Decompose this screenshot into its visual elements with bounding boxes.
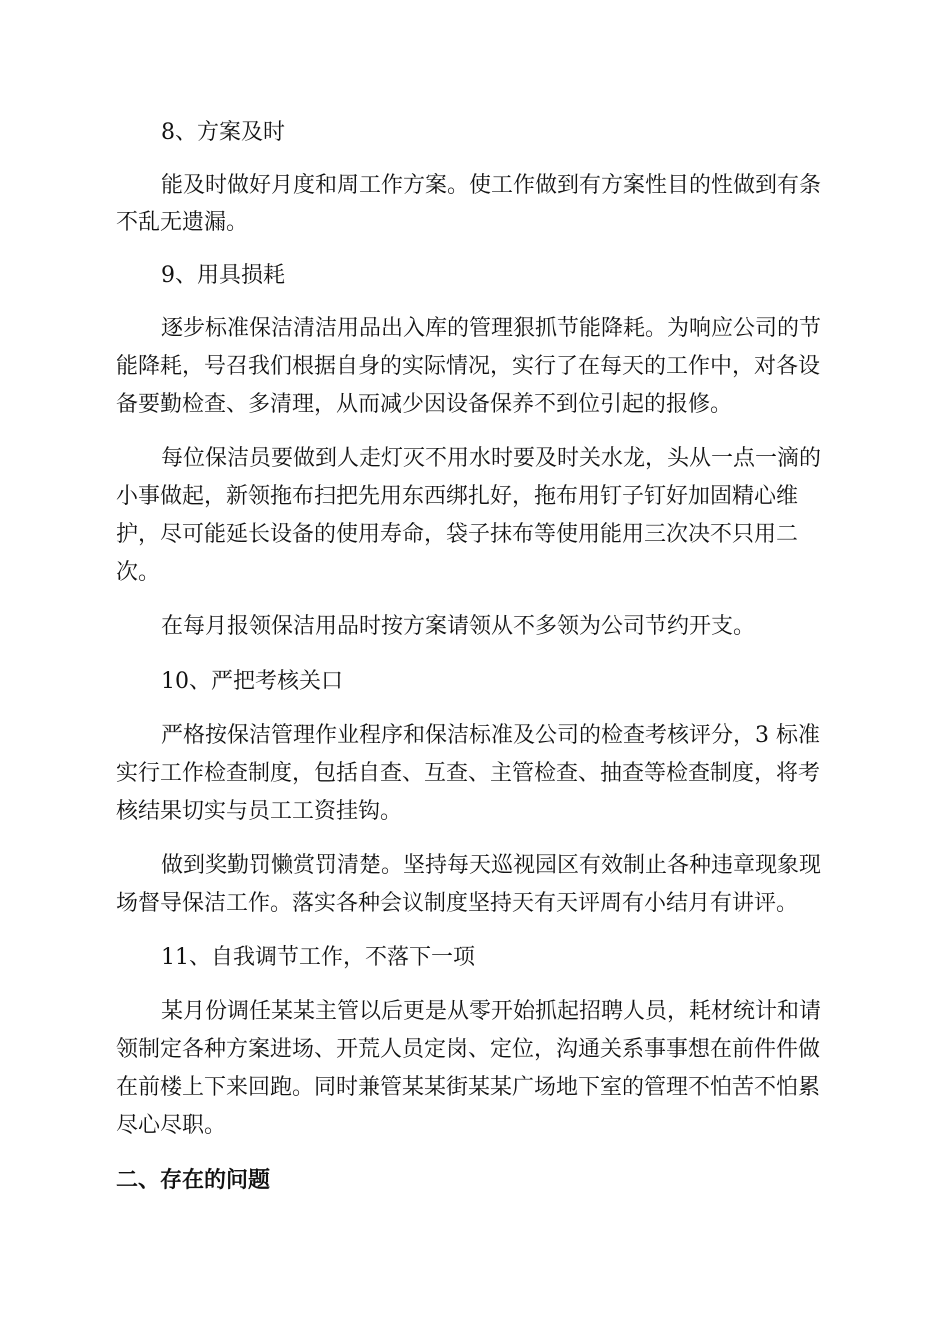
paragraph-line: 核结果切实与员工工资挂钩。 [116,799,403,824]
paragraph-line: 每位保洁员要做到人走灯灭不用水时要及时关水龙，头从一点一滴的 [161,446,822,471]
paragraph-line: 尽心尽职。 [116,1113,227,1138]
paragraph-line: 在每月报领保洁用品时按方案请领从不多领为公司节约开支。 [161,614,756,639]
paragraph-line: 严格按保洁管理作业程序和保洁标准及公司的检查考核评分，3 标准 [161,723,820,748]
paragraph-line: 能及时做好月度和周工作方案。使工作做到有方案性目的性做到有条 [161,173,822,198]
paragraph-line: 次。 [116,560,161,585]
paragraph-line: 不乱无遗漏。 [116,210,249,235]
section-heading-8: 8、方案及时 [161,120,285,145]
paragraph-line: 在前楼上下来回跑。同时兼管某某街某某广场地下室的管理不怕苦不怕累 [116,1075,821,1100]
paragraph-line: 护，尽可能延长设备的使用寿命，袋子抹布等使用能用三次决不只用二 [116,522,799,547]
paragraph-line: 实行工作检查制度，包括自查、互查、主管检查、抽查等检查制度，将考 [116,761,821,786]
paragraph-line: 能降耗，号召我们根据自身的实际情况，实行了在每天的工作中，对各设 [116,354,821,379]
paragraph-line: 做到奖勤罚懒赏罚清楚。坚持每天巡视园区有效制止各种违章现象现 [161,853,822,878]
section-heading-9: 9、用具损耗 [161,263,285,288]
paragraph-line: 场督导保洁工作。落实各种会议制度坚持天有天评周有小结月有讲评。 [116,891,799,916]
paragraph-line: 逐步标准保洁清洁用品出入库的管理狠抓节能降耗。为响应公司的节 [161,316,822,341]
chapter-heading: 二、存在的问题 [116,1168,271,1193]
paragraph-line: 备要勤检查、多清理，从而减少因设备保养不到位引起的报修。 [116,392,733,417]
paragraph-line: 领制定各种方案进场、开荒人员定岗、定位，沟通关系事事想在前件件做 [116,1037,821,1062]
paragraph-line: 某月份调任某某主管以后更是从零开始抓起招聘人员，耗材统计和请 [161,999,822,1024]
paragraph-line: 小事做起，新领拖布扫把先用东西绑扎好，拖布用钉子钉好加固精心维 [116,484,799,509]
section-heading-11: 11、自我调节工作，不落下一项 [161,945,475,970]
section-heading-10: 10、严把考核关口 [161,669,343,694]
